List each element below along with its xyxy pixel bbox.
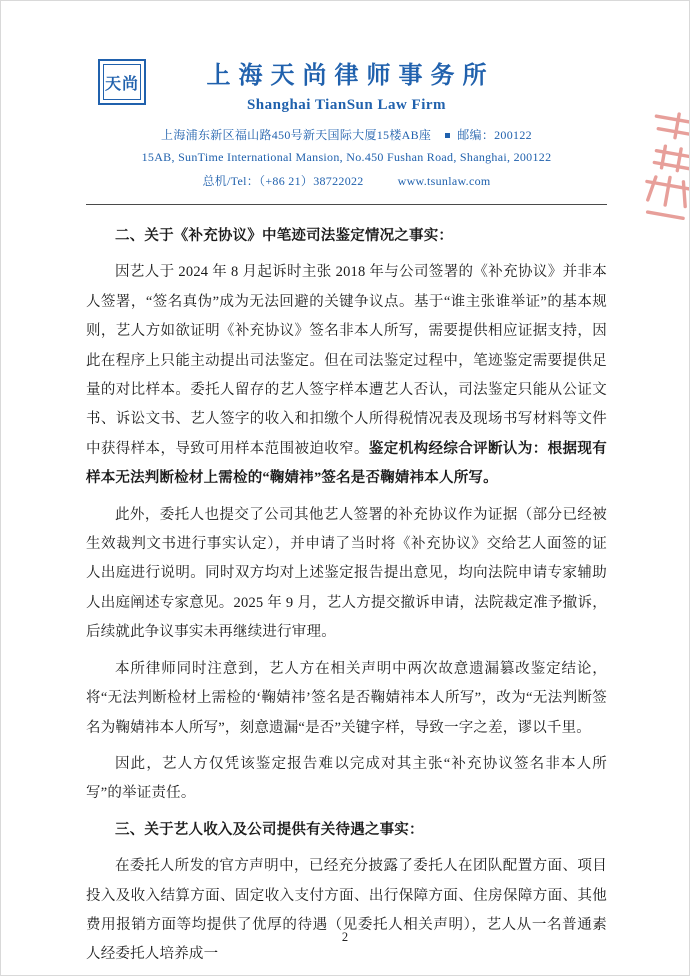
website-text: www.tsunlaw.com	[397, 174, 491, 188]
paragraph-handwriting-appraisal	[86, 258, 607, 493]
paragraph-1-bold-conclusion: 鉴定机构经综合评断认为：根据现有样本无法判断检材上需检的“鞠婧祎”签名是否鞠婧祎本人所写。	[86, 440, 607, 487]
paragraph-tampered-conclusion: 本所律师同时注意到，艺人方在相关声明中两次故意遗漏篡改鉴定结论，将“无法判断检材上需检的‘鞠婧祎’签名是否鞠婧祎本人所写”，改为“无法判断签名为鞠婧祎本人所写”，刻意遗漏“是否”关键字样，导致一字之差，谬以千里。	[86, 660, 607, 736]
address-line-cn	[86, 126, 607, 143]
tel-label: 总机/Tel：	[202, 174, 260, 188]
paragraph-income-and-treatment: 在委托人所发的官方声明中，已经充分披露了委托人在团队配置方面、项目投入及收入结算方面、固定收入支付方面、出行保障方面、住房保障方面、其他费用报销方面等均提供了优厚的待遇（见委托人相关声明），艺人从一名普通素人经委托人培养成一	[86, 858, 607, 963]
firm-name-cn: 上海天尚律师事务所	[206, 63, 495, 89]
section-2-heading: 二、关于《补充协议》中笔迹司法鉴定情况之事实：	[115, 228, 454, 244]
section-3-heading: 三、关于艺人收入及公司提供有关待遇之事实：	[115, 821, 424, 838]
logo-seal-text: 天尚	[103, 64, 141, 100]
postcode-value: 200122	[494, 128, 532, 142]
paragraph-1-normal-run: 因艺人于 2024 年 8 月起诉时主张 2018 年与公司签署的《补充协议》并非本人签署，“签名真伪”成为无法回避的关键争议点。基于“谁主张谁举证”的基本规则，艺人方如欲证明《补充协议》签名非本人所写，需要提供相应证据支持，因此在程序上只能主动提出司法鉴定。但在司法鉴定过程中，笔迹鉴定需要提供足量的对比样本。委托人留存的艺人签字样本遭艺人否认，司法鉴定只能从公证文书、诉讼文书、艺人签字的收入和扣缴个人所得税情况表及现场书写材料等文件中获得样本，导致可用样本范围被迫收窄。	[86, 264, 607, 457]
page-footer	[1, 930, 689, 945]
tel-number: （+86 21）38722022	[259, 174, 364, 188]
contact-line	[86, 172, 607, 189]
paragraph-burden-of-proof: 因此，艺人方仅凭该鉴定报告难以完成对其主张“补充协议签名非本人所写”的举证责任。	[86, 755, 607, 802]
address-cn-text: 上海浦东新区福山路450号新天国际大厦15楼AB座	[161, 128, 432, 142]
document-body	[86, 222, 607, 970]
square-bullet-icon	[445, 133, 450, 138]
letterhead	[86, 55, 607, 205]
paragraph-evidence-and-withdrawal: 此外，委托人也提交了公司其他艺人签署的补充协议作为证据（部分已经被生效裁判文书进行事实认定），并申请了当时将《补充协议》交给艺人面签的证人出庭进行说明。同时双方均对上述鉴定报告提出意见，均向法院申请专家辅助人出庭阐述专家意见。2025 年 9 月，艺人方提交撤诉申请，法院裁定准予撤诉，后续就此争议事实未再继续进行审理。	[86, 506, 607, 641]
firm-logo	[98, 59, 146, 105]
page-number: 2	[341, 930, 349, 944]
postcode-label: 邮编：	[457, 128, 495, 142]
red-stamp	[621, 105, 690, 237]
red-stamp-strokes	[622, 105, 690, 232]
address-line-en: 15AB, SunTime International Mansion, No.450 Fushan Road, Shanghai, 200122	[141, 150, 552, 164]
letterhead-divider	[86, 204, 607, 205]
firm-name-en: Shanghai TianSun Law Firm	[246, 97, 447, 113]
